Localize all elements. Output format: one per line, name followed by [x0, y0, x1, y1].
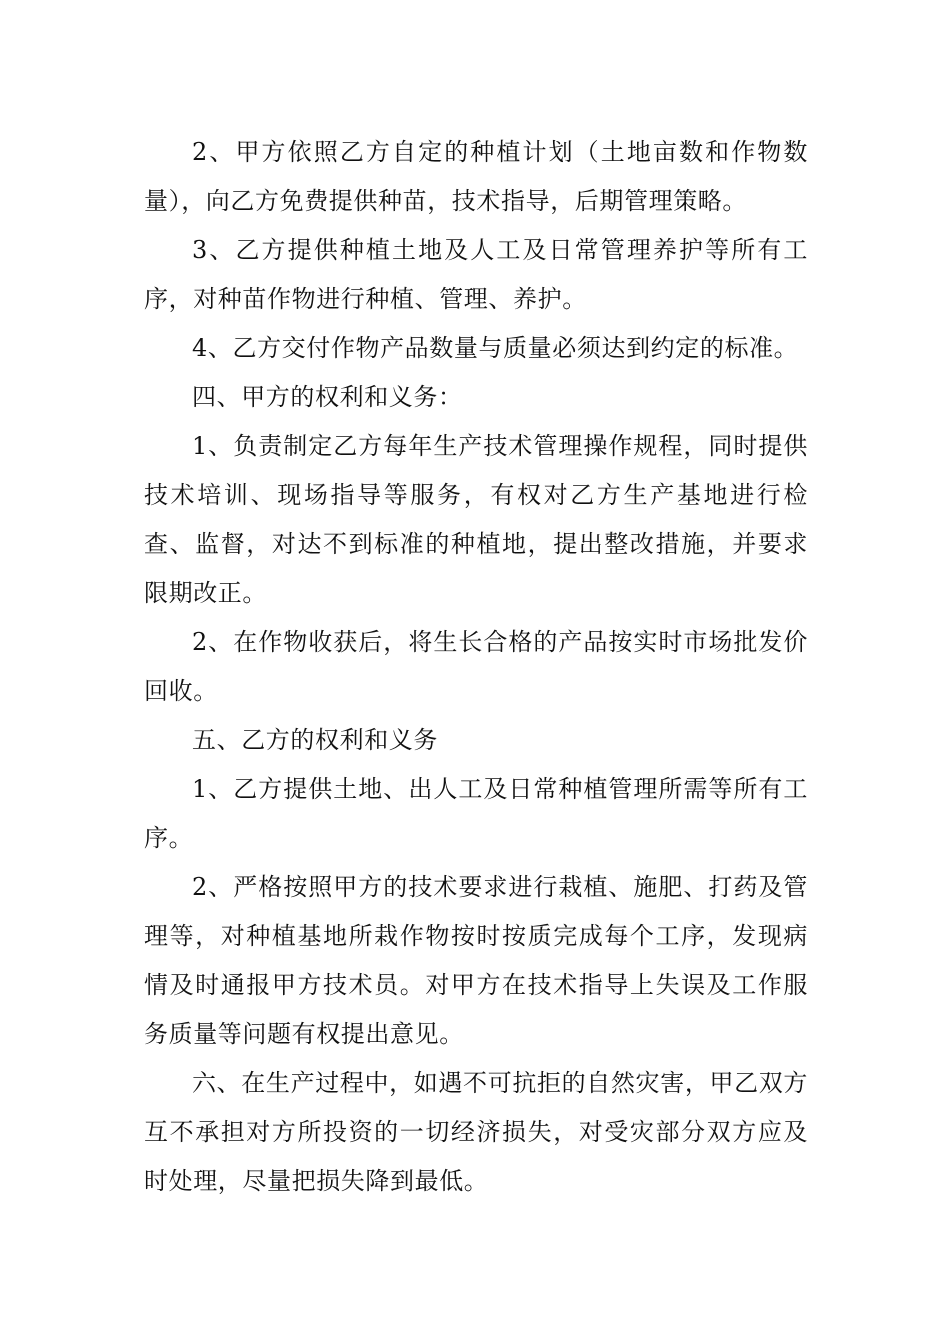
section-heading-force-majeure: 六、在生产过程中，如遇不可抗拒的自然灾害，甲乙双方互不承担对方所投资的一切经济损失，对受灾部分双方应及时处理，尽量把损失降到最低。 — [144, 1069, 808, 1195]
paragraph-land-labor: 3、乙方提供种植土地及人工及日常管理养护等所有工序，对种苗作物进行种植、管理、养护。 — [144, 236, 808, 313]
paragraph-party-a-duty-1: 1、负责制定乙方每年生产技术管理操作规程，同时提供技术培训、现场指导等服务，有权对乙方生产基地进行检查、监督，对达不到标准的种植地，提出整改措施，并要求限期改正。 — [144, 432, 808, 607]
document-body — [144, 128, 808, 1206]
paragraph-seed-supply: 2、甲方依照乙方自定的种植计划（土地亩数和作物数量），向乙方免费提供种苗，技术指导，后期管理策略。 — [144, 138, 808, 215]
paragraph-quality-standard: 4、乙方交付作物产品数量与质量必须达到约定的标准。 — [192, 334, 799, 362]
paragraph-party-b-duty-2: 2、严格按照甲方的技术要求进行栽植、施肥、打药及管理等，对种植基地所栽作物按时按质完成每个工序，发现病情及时通报甲方技术员。对甲方在技术指导上失误及工作服务质量等问题有权提出意见。 — [144, 873, 808, 1048]
section-heading-party-a-rights: 四、甲方的权利和义务： — [192, 383, 463, 411]
paragraph-party-a-duty-2: 2、在作物收获后，将生长合格的产品按实时市场批发价回收。 — [144, 628, 808, 705]
paragraph-party-b-duty-1: 1、乙方提供土地、出人工及日常种植管理所需等所有工序。 — [144, 775, 808, 852]
section-heading-party-b-rights: 五、乙方的权利和义务 — [192, 726, 438, 754]
